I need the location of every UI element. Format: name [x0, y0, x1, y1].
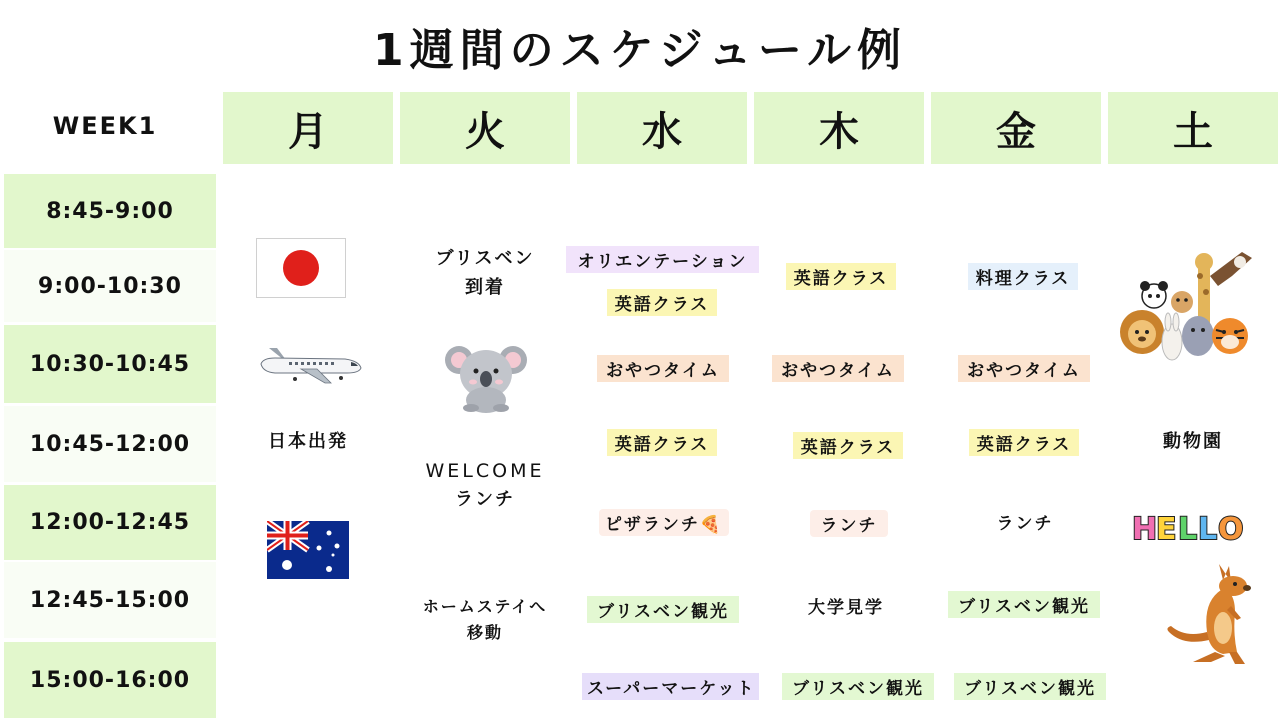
time-slot: 12:00-12:45: [4, 485, 216, 560]
svg-text:H: H: [1132, 512, 1158, 546]
wed-sightseeing: ブリスベン観光: [587, 596, 739, 623]
thu-snack-time: おやつタイム: [772, 355, 904, 382]
airplane-icon: [255, 340, 363, 390]
time-slot: 8:45-9:00: [4, 174, 216, 248]
day-header-thu: 木: [754, 92, 924, 164]
sat-activity: 動物園: [1163, 431, 1223, 452]
day-header-tue: 火: [400, 92, 570, 164]
day-header-wed: 水: [577, 92, 747, 164]
svg-text:O: O: [1218, 512, 1244, 546]
mon-activity: 日本出発: [268, 431, 348, 452]
thu-english-class: 英語クラス: [786, 263, 896, 290]
time-slot: 12:45-15:00: [4, 562, 216, 638]
time-slot: 9:00-10:30: [4, 250, 216, 322]
fri-snack-time: おやつタイム: [958, 355, 1090, 382]
tue-homestay: ホームステイへ 移動: [422, 597, 548, 642]
fri-cooking-class: 料理クラス: [968, 263, 1078, 290]
svg-text:L: L: [1178, 512, 1198, 546]
week-label: WEEK1: [52, 112, 158, 140]
svg-text:E: E: [1156, 512, 1177, 546]
fri-sightseeing: ブリスベン観光: [954, 673, 1106, 700]
japan-flag-icon: [256, 238, 346, 302]
fri-sightseeing: ブリスベン観光: [948, 591, 1100, 618]
wed-english-class: 英語クラス: [607, 289, 717, 316]
time-slot: 10:30-10:45: [4, 325, 216, 403]
time-slot: 10:45-12:00: [4, 406, 216, 482]
fri-english-class: 英語クラス: [969, 429, 1079, 456]
page-title: 1週間のスケジュール例: [373, 25, 907, 76]
thu-lunch: ランチ: [810, 510, 888, 537]
day-header-fri: 金: [931, 92, 1101, 164]
svg-text:L: L: [1198, 512, 1218, 546]
kangaroo-icon: [1163, 562, 1255, 670]
tue-welcome-lunch: WELCOME ランチ: [425, 460, 545, 511]
wed-orientation: オリエンテーション: [566, 246, 759, 273]
wed-supermarket: スーパーマーケット: [582, 673, 759, 700]
thu-sightseeing: ブリスベン観光: [782, 673, 934, 700]
time-slot: 15:00-16:00: [4, 642, 216, 718]
fri-lunch: ランチ: [996, 514, 1054, 534]
australia-flag-icon: [267, 521, 349, 583]
tue-arrival: ブリスベン 到着: [435, 248, 535, 298]
day-header-mon: 月: [223, 92, 393, 164]
wed-pizza-lunch: ピザランチ🍕: [599, 509, 729, 536]
hello-sign-icon: [1130, 508, 1256, 550]
zoo-animals-icon: [1112, 246, 1254, 374]
koala-icon: [443, 340, 529, 418]
wed-english-class: 英語クラス: [607, 429, 717, 456]
wed-snack-time: おやつタイム: [597, 355, 729, 382]
thu-campus-visit: 大学見学: [808, 598, 884, 618]
thu-english-class: 英語クラス: [793, 432, 903, 459]
day-header-sat: 土: [1108, 92, 1278, 164]
